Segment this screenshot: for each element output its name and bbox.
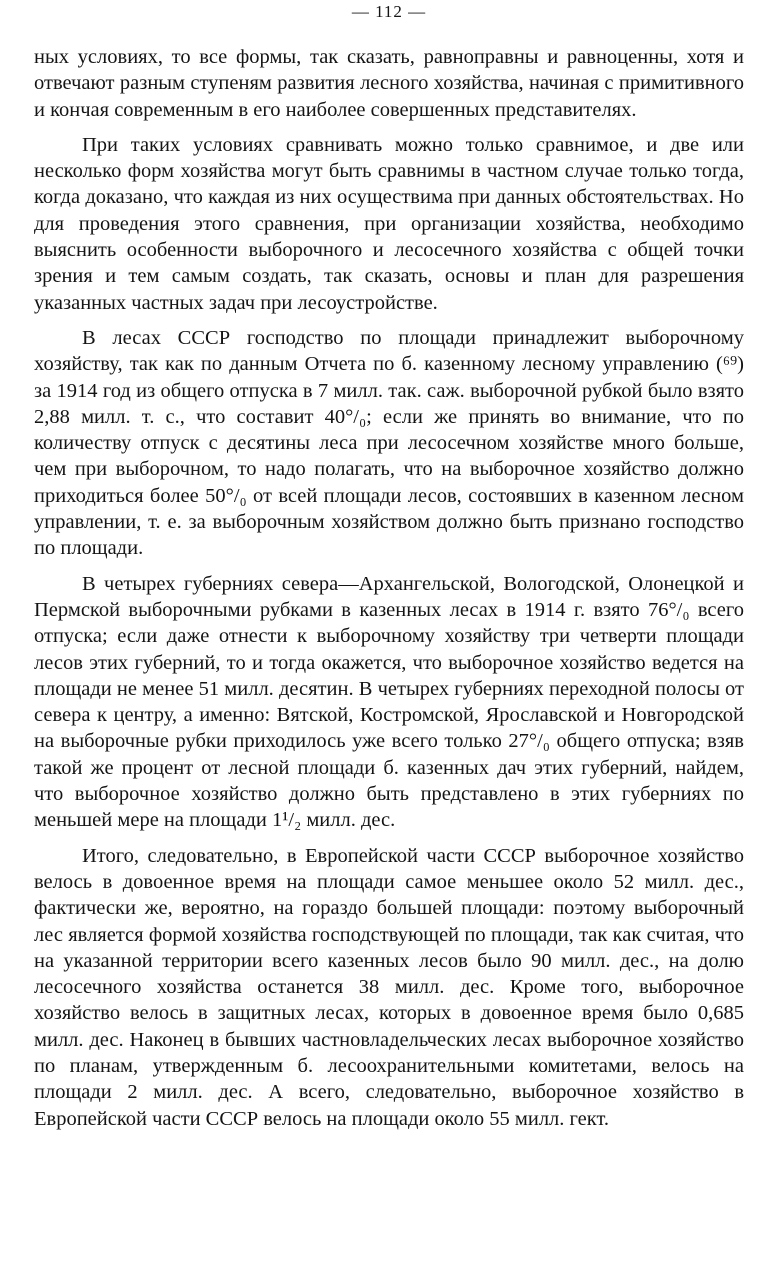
paragraph-1: ных условиях, то все формы, так сказать, равноправны и равноценны, хотя и отвечают разным ступеням развития лесного хозяйства, начиная с примитивного и кончая современным в его наиболее совершенных представителях. bbox=[34, 46, 744, 121]
paragraph-3: В лесах СССР господство по площади принадлежит выборочному хозяйству, так как по данным Отчета по б. казенному лесному управлению (⁶⁹) за 1914 год из общего отпуска в 7 милл. так. саж. выборочной рубкой было взято 2,88 милл. т. с., что составит 40°/₀; если же принять во внимание, что по количеству отпуск с десятины леса при лесосечном хозяйстве много больше, чем при выборочном, то надо полагать, что на выборочное хозяйство должно приходиться более 50°/₀ от всей площади лесов, состоявших в казенном лесном управлении, т. е. за выборочным хозяйством должно быть признано господство по площади. bbox=[34, 326, 744, 560]
body-text bbox=[34, 44, 744, 1132]
paragraph-4: В четырех губерниях севера—Архангельской, Вологодской, Олонецкой и Пермской выборочными рубками в казенных лесах в 1914 г. взято 76°/₀ всего отпуска; если даже отнести к выборочному хозяйству три четверти площади лесов этих губерний, то и тогда окажется, что выборочное хозяйство ведется на площади не менее 51 милл. десятин. В четырех губерниях переходной полосы от севера к центру, а именно: Вятской, Костромской, Ярославской и Новгородской на выборочные рубки приходилось уже всего только 27°/₀ общего отпуска; взяв такой же процент от лесной площади б. казенных дач этих губерний, найдем, что выборочное хозяйство должно быть представлено в этих губерниях по меньшей мере на площади 1¹/₂ милл. дес. bbox=[34, 572, 744, 832]
page-number: — 112 — bbox=[351, 2, 427, 21]
paragraph-5: Итого, следовательно, в Европейской части СССР выборочное хозяйство велось в довоенное время на площади самое меньшее около 52 милл. дес., фактически же, вероятно, на гораздо большей площади: поэтому выборочный лес является формой хозяйства господствующей по площади, так как считая, что на указанной территории всего казенных лесов было 90 милл. дес., на долю лесосечного хозяйства останется 38 милл. дес. Кроме того, выборочное хозяйство велось в защитных лесах, которых в довоенное время было 0,685 милл. дес. Наконец в бывших частновладельческих лесах выборочное хозяйство по планам, утвержденным б. лесоохранительными комитетами, велось на площади 2 милл. дес. А всего, следовательно, выборочное хозяйство в Европейской части СССР велось на площади около 55 милл. гект. bbox=[34, 844, 744, 1130]
paragraph-2: При таких условиях сравнивать можно только сравнимое, и две или несколько форм хозяйства могут быть сравнимы в частном случае только тогда, когда доказано, что каждая из них осуществима при данных обстоятельствах. Но для проведения этого сравнения, при организации хозяйства, необходимо выяснить особенности выборочного и лесосечного хозяйства с общей точки зрения и тем самым создать, так сказать, основы и план для разрешения указанных частных задач при лесоустройстве. bbox=[34, 133, 744, 314]
